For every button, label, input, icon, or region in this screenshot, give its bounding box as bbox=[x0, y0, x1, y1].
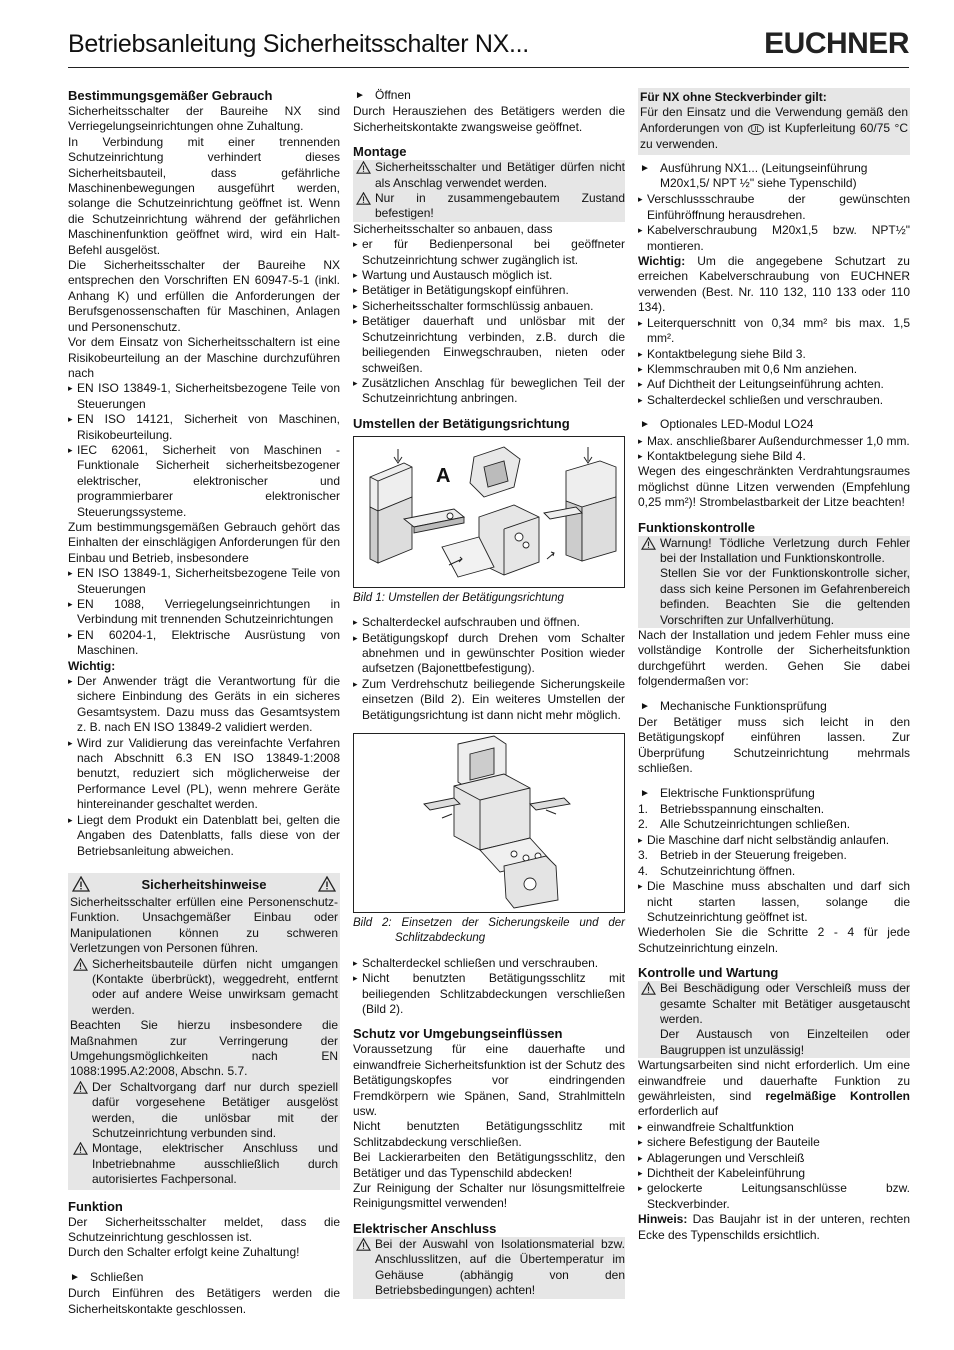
heading-elektrisch: Elektrischer Anschluss bbox=[353, 1220, 497, 1236]
warning-icon bbox=[73, 1081, 88, 1098]
list-item: ▸ Kontaktbelegung siehe Bild 3. bbox=[638, 347, 910, 362]
warning-icon bbox=[641, 982, 656, 999]
ul-note-text: Für den Einsatz und die Verwendung gemäß den Anforderungen von UL ist Kupferleitung 60/75 °C zu verwenden. bbox=[640, 105, 908, 152]
paragraph: Der Betätiger muss sich leicht in den Betätigungskopf einführen lassen. Zur Überprüfung Schutzeinrichtung mehrmals schließen. bbox=[638, 715, 910, 776]
list-item: ▸ Klemmschrauben mit 0,6 Nm anziehen. bbox=[638, 362, 910, 377]
list-item: ▸ Wartung und Austausch möglich ist. bbox=[353, 268, 625, 283]
warning-icon bbox=[73, 1142, 88, 1159]
paragraph: Wegen des eingeschränkten Verdrahtungsraumes möglichst dünne Litzen verwenden (Empfehlung 0,25 mm²)! Strombelastbarkeit der Litze beachten! bbox=[638, 464, 910, 510]
list-item: ▸ Schalterdeckel aufschrauben und öffnen. bbox=[353, 615, 625, 630]
warning-icon bbox=[356, 192, 371, 209]
paragraph: Durch Herausziehen des Betätigers werden die Sicherheitskontakte zwangsweise geöffnet. bbox=[353, 104, 625, 134]
list-item: ▸ Betätiger in Betätigungskopf einführen. bbox=[353, 283, 625, 298]
list-steps-a bbox=[638, 802, 910, 833]
paragraph: Bei Lackierarbeiten den Betätigungsschlitz, den Betätiger und das Typenschild abdecken! bbox=[353, 1150, 625, 1180]
warning-icon bbox=[318, 876, 336, 895]
paragraph: Zum bestimmungsgemäßen Gebrauch gehört das Einhalten der einschlägigen Anforderungen für den Einbau und Betrieb, insbesondere bbox=[68, 519, 340, 565]
subsection-mechanisch: ► Mechanische Funktionsprüfung bbox=[640, 698, 827, 713]
warning-note: Der Schaltvorgang darf nur durch speziell dafür vorgesehene Betätiger ausgelöst werden, die unlösbar mit der Schutzeinrichtung verbunden sind. bbox=[70, 1080, 338, 1142]
paragraph: Sicherheitsschalter der Baureihe NX sind Verriegelungseinrichtungen ohne Zuhaltung. bbox=[68, 104, 340, 134]
paragraph: Vor dem Einsatz von Sicherheitsschaltern ist eine Risikobeurteilung an der Maschine durchzuführen nach bbox=[68, 335, 340, 380]
list-wartung bbox=[638, 1120, 910, 1212]
figure-sicherungskeile bbox=[353, 733, 625, 913]
list-item: ▸ Liegt dem Produkt ein Datenblatt bei, gelten die Angaben des Datenblatts, falls diese von der Betriebsanleitung abweichen. bbox=[68, 813, 340, 859]
list-item: ▸ Sicherheitsschalter formschlüssig anbauen. bbox=[353, 299, 625, 314]
list-montage bbox=[353, 237, 625, 406]
arrow-right-icon: ► bbox=[70, 1271, 80, 1283]
list-item: ▸ Dichtheit der Kabeleinführung bbox=[638, 1166, 910, 1181]
step-item: 1. Betriebsspannung einschalten. bbox=[638, 802, 825, 817]
list-step-result bbox=[638, 879, 910, 925]
list-item: ▸ Max. anschließbarer Außendurchmesser 1,0 mm. bbox=[638, 434, 910, 449]
safety-notes-title: Sicherheitshinweise bbox=[141, 876, 267, 892]
list-item: ▸ IEC 62061, Sicherheit von Maschinen - Funktionale Sicherheit sicherheitsbezogener elektrischer, elektronischer und programmierbarer elektronischer Steuerungssysteme. bbox=[68, 443, 340, 520]
warning-note: Warnung! Tödliche Verletzung durch Fehler bei der Installation und Funktionskontrolle. Stellen Sie vor der Funktionskontrolle sicher, dass sich keine Personen im Gefahrenbereich befinden. Beachten Sie die geltenden Vorschriften zur Unfallverhütung. bbox=[638, 536, 910, 628]
figure-caption: Bild 2: Einsetzen der Sicherungskeile und der Schlitzabdeckung bbox=[353, 916, 625, 945]
list-anschluss bbox=[638, 316, 910, 408]
column-middle bbox=[353, 88, 625, 1299]
list-item: ▸ Betätigungskopf durch Drehen vom Schalter abnehmen und in gewünschter Position wieder aufsetzen (Bajonettbefestigung). bbox=[353, 631, 625, 677]
list-umstellen bbox=[353, 615, 625, 723]
list-item: ▸ Schalterdeckel schließen und verschrauben. bbox=[638, 393, 910, 408]
step-item: 4. Schutzeinrichtung öffnen. bbox=[638, 863, 796, 878]
warning-note: Nur in zusammengebautem Zustand befestigen! bbox=[353, 191, 625, 222]
list-item: ▸ Zusätzlichen Anschlag für beweglichen Teil der Schutzeinrichtung anbringen. bbox=[353, 376, 625, 407]
euchner-logo: EUCHNER bbox=[764, 27, 909, 60]
step-item: 3. Betrieb in der Steuerung freigeben. bbox=[638, 848, 847, 863]
subsection-elektrisch: ► Elektrische Funktionsprüfung bbox=[640, 785, 815, 800]
heading-schutz: Schutz vor Umgebungseinflüssen bbox=[353, 1026, 563, 1042]
list-item: ▸ Zum Verdrehschutz beiliegende Sicherungskeile einsetzen (Bild 2). Ein weiteres Umstellen der Betätigungsrichtung ist dann nicht mehr möglich. bbox=[353, 677, 625, 723]
paragraph: Beachten Sie hierzu insbesondere die Maßnahmen zur Verringerung der Umgehungsmöglichkeiten nach EN 1088:1995.A2:2008, Abschn. 5.7. bbox=[70, 1018, 338, 1079]
list-item: ▸ Die Maschine muss abschalten und darf sich nicht starten lassen, solange die Schutzeinrichtung geöffnet ist. bbox=[638, 879, 910, 925]
ul-mark-icon: UL bbox=[748, 124, 764, 135]
arrow-right-icon: ► bbox=[640, 162, 650, 174]
heading-montage: Montage bbox=[353, 144, 407, 160]
safety-notes-box bbox=[68, 873, 340, 1190]
wedge-insertion-illustration bbox=[354, 734, 624, 912]
list-item: ▸ Schalterdeckel schließen und verschrauben. bbox=[353, 956, 625, 971]
paragraph: Voraussetzung für eine dauerhafte und einwandfreie Sicherheitsfunktion ist der Schutz des Betätigungskopfes vor eindringenden Fremdkörpern wie Spänen, Sand, Strahlmitteln usw. bbox=[353, 1042, 625, 1119]
list-item: ▸ Betätiger dauerhaft und unlösbar mit der Schutzeinrichtung verbinden, z.B. durch die beiliegenden Einwegschrauben, nieten oder schweißen. bbox=[353, 314, 625, 376]
paragraph: Nicht benutzten Betätigungsschlitz mit Schlitzabdeckung verschließen. bbox=[353, 1119, 625, 1149]
arrow-right-icon: ► bbox=[640, 787, 650, 799]
step-item: 2. Alle Schutzeinrichtungen schließen. bbox=[638, 817, 851, 832]
warning-icon bbox=[73, 958, 88, 975]
list-norms-2 bbox=[68, 566, 340, 658]
warning-icon bbox=[72, 876, 90, 895]
list-item: ▸ Ablagerungen und Verschleiß bbox=[638, 1151, 910, 1166]
subsection-schliessen: ► Schließen bbox=[70, 1269, 144, 1284]
list-item: ▸ sichere Befestigung der Bauteile bbox=[638, 1135, 910, 1150]
figure-umstellen bbox=[353, 436, 625, 588]
list-item: ▸ Auf Dichtheit der Leitungseinführung achten. bbox=[638, 377, 910, 392]
warning-icon bbox=[356, 161, 371, 178]
list-item: ▸ er für Bedienpersonal bei geöffneter Schutzeinrichtung schwer zugänglich ist. bbox=[353, 237, 625, 268]
ul-note-heading: Für NX ohne Steckverbinder gilt: bbox=[640, 90, 827, 104]
list-item: ▸ Die Maschine darf nicht selbständig anlaufen. bbox=[638, 833, 910, 848]
paragraph: In Verbindung mit einer trennenden Schutzeinrichtung verhindert dieses Sicherheitsbauteil, dass gefährliche Maschinenbewegungen ausgeführt werden, solange die Schutzeinrichtung geöffnet ist. Wenn die Schutzeinrichtung während der gefährlichen Maschinenfunktion geöffnet wird, wird ein Halt-Befehl ausgelöst. bbox=[68, 134, 340, 257]
subsection-oeffnen: ► Öffnen bbox=[355, 88, 411, 102]
page-title: Betriebsanleitung Sicherheitsschalter NX... bbox=[68, 30, 529, 58]
list-schalterdeckel bbox=[353, 956, 625, 1018]
heading-umstellen: Umstellen der Betätigungsrichtung bbox=[353, 415, 570, 431]
wichtig-paragraph: Wichtig: Um die angegebene Schutzart zu erreichen Kabelverschraubung von EUCHNER verwenden (Best. Nr. 110 132, 110 133 oder 110 134). bbox=[638, 254, 910, 315]
list-item: ▸ EN ISO 14121, Sicherheit von Maschinen, Risikobeurteilung. bbox=[68, 412, 340, 443]
list-item: ▸ Verschlussschraube der gewünschten Einführöffnung herausdrehen. bbox=[638, 192, 910, 223]
hinweis-paragraph: Hinweis: Das Baujahr ist in der unteren, rechten Ecke des Typenschilds ersichtlich. bbox=[638, 1212, 910, 1242]
heading-wartung: Kontrolle und Wartung bbox=[638, 965, 779, 981]
list-item: ▸ einwandfreie Schaltfunktion bbox=[638, 1120, 910, 1135]
list-item: ▸ Kabelverschraubung M20x1,5 bzw. NPT½" montieren. bbox=[638, 223, 910, 254]
paragraph: Zur Reinigung der Schalter nur lösungsmittelfreie Reinigungsmittel verwenden! bbox=[353, 1181, 625, 1211]
warning-note: Sicherheitsbauteile dürfen nicht umgangen (Kontakte überbrückt), weggedreht, entfernt oder auf andere Weise unwirksam gemacht werden. bbox=[70, 957, 338, 1019]
list-item: ▸ EN ISO 13849-1, Sicherheitsbezogene Teile von Steuerungen bbox=[68, 566, 340, 597]
paragraph: Sicherheitsschalter erfüllen eine Personenschutz-Funktion. Unsachgemäßer Einbau oder Manipulationen können zu schweren Verletzungen von Personen führen. bbox=[70, 894, 338, 956]
wichtig-label: Wichtig: bbox=[68, 658, 116, 673]
paragraph: Durch Einführen des Betätigers werden die Sicherheitskontakte geschlossen. bbox=[68, 1286, 340, 1316]
warning-note: Montage, elektrischer Anschluss und Inbetriebnahme ausschließlich durch autorisiertes Fachpersonal. bbox=[70, 1141, 338, 1187]
list-steps-b bbox=[638, 848, 910, 879]
paragraph: Sicherheitsschalter so anbauen, dass bbox=[353, 221, 553, 236]
warning-icon bbox=[641, 537, 656, 554]
list-item: ▸ EN 60204-1, Elektrische Ausrüstung von Maschinen. bbox=[68, 628, 340, 659]
list-item: ▸ Wird zur Validierung das vereinfachte Verfahren nach Abschnitt 6.3 EN ISO 13849-1:2008 benutzt, reduziert sich möglicherweise der Performance Level (PL), wenn mehrere Geräte hintereinander geschaltet werden. bbox=[68, 736, 340, 813]
list-item: ▸ Leiterquerschnitt von 0,34 mm² bis max. 1,5 mm². bbox=[638, 316, 910, 347]
column-left bbox=[68, 88, 340, 1317]
warning-note: Bei der Auswahl von Isolationsmaterial bzw. Anschlusslitzen, auf die Übertemperatur im Gehäuse (abhängig von den Betriebsbedingungen) achten! bbox=[353, 1237, 625, 1299]
list-item: ▸ EN 1088, Verriegelungseinrichtungen in Verbindung mit trennenden Schutzeinrichtungen bbox=[68, 597, 340, 628]
warning-note: Sicherheitsschalter und Betätiger dürfen nicht als Anschlag verwendet werden. bbox=[353, 160, 625, 191]
header-rule bbox=[68, 67, 909, 68]
arrow-right-icon: ► bbox=[640, 700, 650, 712]
heading-gebrauch: Bestimmungsgemäßer Gebrauch bbox=[68, 88, 273, 103]
heading-funktionskontrolle: Funktionskontrolle bbox=[638, 519, 755, 535]
switch-rotation-illustration bbox=[354, 437, 624, 587]
list-norms bbox=[68, 381, 340, 520]
ul-note-box bbox=[638, 88, 910, 155]
list-wichtig bbox=[68, 674, 340, 859]
list-step-result bbox=[638, 833, 910, 848]
list-item: ▸ Der Anwender trägt die Verantwortung für die sichere Einbindung des Geräts in ein sicheres Gesamtsystem. Dazu muss das Gesamtsystem z. B. nach EN ISO 13849-2 validiert werden. bbox=[68, 674, 340, 736]
warning-icon bbox=[356, 1238, 371, 1255]
list-item: ▸ Nicht benutzten Betätigungsschlitz mit beiliegenden Schlitzabdeckungen verschließen (Bild 2). bbox=[353, 971, 625, 1017]
paragraph: Der Sicherheitsschalter meldet, dass die Schutzeinrichtung geschlossen ist. bbox=[68, 1214, 340, 1245]
paragraph: Durch den Schalter erfolgt keine Zuhaltung! bbox=[68, 1245, 300, 1260]
paragraph: Nach der Installation und jedem Fehler muss eine vollständige Kontrolle der Sicherheitsfunktion durchgeführt werden. Gehen Sie dabei folgendermaßen vor: bbox=[638, 628, 910, 689]
warning-note: Bei Beschädigung oder Verschleiß muss der gesamte Schalter mit Betätiger ausgetauscht werden. Der Austausch von Einzelteilen oder Baugruppen ist unzulässig! bbox=[638, 981, 910, 1058]
list-item: ▸ Kontaktbelegung siehe Bild 4. bbox=[638, 449, 910, 464]
heading-funktion: Funktion bbox=[68, 1198, 123, 1214]
figure-caption: Bild 1: Umstellen der Betätigungsrichtung bbox=[353, 591, 564, 604]
paragraph: Wiederholen Sie die Schritte 2 - 4 für jede Schutzeinrichtung einzeln. bbox=[638, 925, 910, 955]
paragraph: Die Sicherheitsschalter der Baureihe NX entsprechen den Vorschriften EN 60947-5-1 (inkl. Anhang K) und erfüllen die Anforderungen der Berufsgenossenschaften für Maschinen, Anlagen und Personenschutz. bbox=[68, 258, 340, 334]
subsection-ausfuehrung: ► Ausführung NX1... (Leitungseinführung M20x1,5/ NPT ½" siehe Typenschild) bbox=[640, 160, 868, 191]
subsection-led: ► Optionales LED-Modul LO24 bbox=[640, 417, 814, 432]
list-led bbox=[638, 434, 910, 465]
arrow-right-icon: ► bbox=[355, 90, 365, 101]
list-ausfuehrung bbox=[638, 192, 910, 254]
arrow-right-icon: ► bbox=[640, 419, 650, 431]
paragraph: Wartungsarbeiten sind nicht erforderlich. Um eine einwandfreie und dauerhafte Funktion zu gewährleisten, sind regelmäßige Kontrollen erforderlich auf bbox=[638, 1058, 910, 1119]
list-item: ▸ EN ISO 13849-1, Sicherheitsbezogene Teile von Steuerungen bbox=[68, 381, 340, 412]
list-item: ▸ gelockerte Leitungsanschlüsse bzw. Steckverbinder. bbox=[638, 1181, 910, 1212]
figure-label-a: A bbox=[436, 464, 451, 487]
column-right bbox=[638, 88, 910, 1243]
safety-notes-header bbox=[70, 875, 338, 895]
